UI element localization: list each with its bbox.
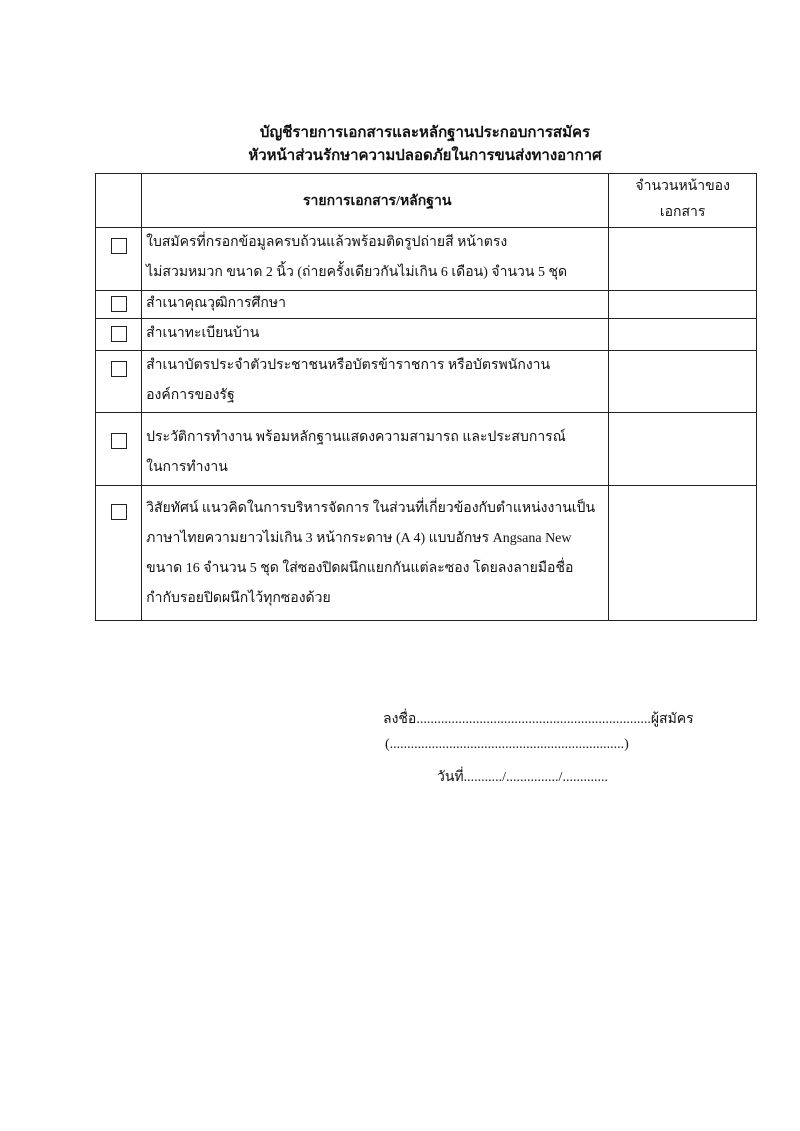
checkbox-cell	[96, 228, 142, 291]
table-row	[96, 413, 757, 486]
page-count-cell[interactable]	[609, 319, 757, 351]
table-row	[96, 319, 757, 351]
printed-name-line: (...................................................................)	[385, 737, 629, 752]
item-description-line: ขนาด 16 จำนวน 5 ชุด ใส่ซองปิดผนึกแยกกันแต่ละซอง โดยลงลายมือชื่อ	[146, 561, 574, 576]
item-description-cell	[142, 351, 609, 413]
checkbox[interactable]	[111, 504, 127, 520]
document-checklist-table	[95, 173, 757, 621]
checkbox[interactable]	[111, 361, 127, 377]
checkbox-cell	[96, 351, 142, 413]
checkbox[interactable]	[111, 326, 127, 342]
item-description-line: ประวัติการทำงาน พร้อมหลักฐานแสดงความสามารถ และประสบการณ์	[146, 430, 566, 445]
item-description-line: ภาษาไทยความยาวไม่เกิน 3 หน้ากระดาษ (A 4) แบบอักษร Angsana New	[146, 531, 572, 546]
page-count-cell[interactable]	[609, 351, 757, 413]
table-row	[96, 351, 757, 413]
document-subtitle: หัวหน้าส่วนรักษาความปลอดภัยในการขนส่งทางอากาศ	[248, 148, 602, 164]
item-description-cell	[142, 228, 609, 291]
item-description-line: ในการทำงาน	[146, 460, 228, 475]
pages-header-line2: เอกสาร	[659, 205, 706, 220]
checkbox-cell	[96, 413, 142, 486]
table-header-row	[96, 174, 757, 228]
page-count-cell[interactable]	[609, 228, 757, 291]
page-count-cell[interactable]	[609, 486, 757, 621]
item-description-line: สำเนาบัตรประจำตัวประชาชนหรือบัตรข้าราชการ หรือบัตรพนักงาน	[146, 358, 551, 373]
checkbox[interactable]	[111, 238, 127, 254]
checkbox-cell	[96, 486, 142, 621]
pages-header-line1: จำนวนหน้าของ	[635, 179, 730, 194]
checkbox[interactable]	[111, 296, 127, 312]
items-column-header: รายการเอกสาร/หลักฐาน	[142, 174, 609, 228]
pages-column-header	[609, 174, 757, 228]
page-count-cell[interactable]	[609, 413, 757, 486]
item-description-cell	[142, 486, 609, 621]
date-line: วันที่.........../.............../.............	[437, 770, 608, 785]
page-count-cell[interactable]	[609, 291, 757, 319]
item-description-line: กำกับรอยปิดผนึกไว้ทุกซองด้วย	[146, 591, 331, 606]
checkbox-cell	[96, 319, 142, 351]
table-row	[96, 486, 757, 621]
table-row	[96, 291, 757, 319]
item-description-line: สำเนาคุณวุฒิการศึกษา	[146, 296, 286, 311]
item-description-cell	[142, 413, 609, 486]
item-description-line: ใบสมัครที่กรอกข้อมูลครบถ้วนแล้วพร้อมติดรูปถ่ายสี หน้าตรง	[146, 235, 508, 250]
document-title: บัญชีรายการเอกสารและหลักฐานประกอบการสมัคร	[259, 125, 591, 141]
signature-line: ลงชื่อ...................................................................ผู้สมัคร	[383, 712, 694, 727]
checkbox-cell	[96, 291, 142, 319]
item-description-line: วิสัยทัศน์ แนวคิดในการบริหารจัดการ ในส่วนที่เกี่ยวข้องกับตำแหน่งงานเป็น	[146, 501, 596, 516]
item-description-line: สำเนาทะเบียนบ้าน	[146, 326, 260, 341]
table-row	[96, 228, 757, 291]
item-description-cell	[142, 319, 609, 351]
item-description-line: ไม่สวมหมวก ขนาด 2 นิ้ว (ถ่ายครั้งเดียวกันไม่เกิน 6 เดือน) จำนวน 5 ชุด	[146, 265, 568, 280]
checkbox[interactable]	[111, 433, 127, 449]
item-description-line: องค์การของรัฐ	[146, 388, 235, 403]
checkbox-column-header	[96, 174, 142, 228]
item-description-cell	[142, 291, 609, 319]
